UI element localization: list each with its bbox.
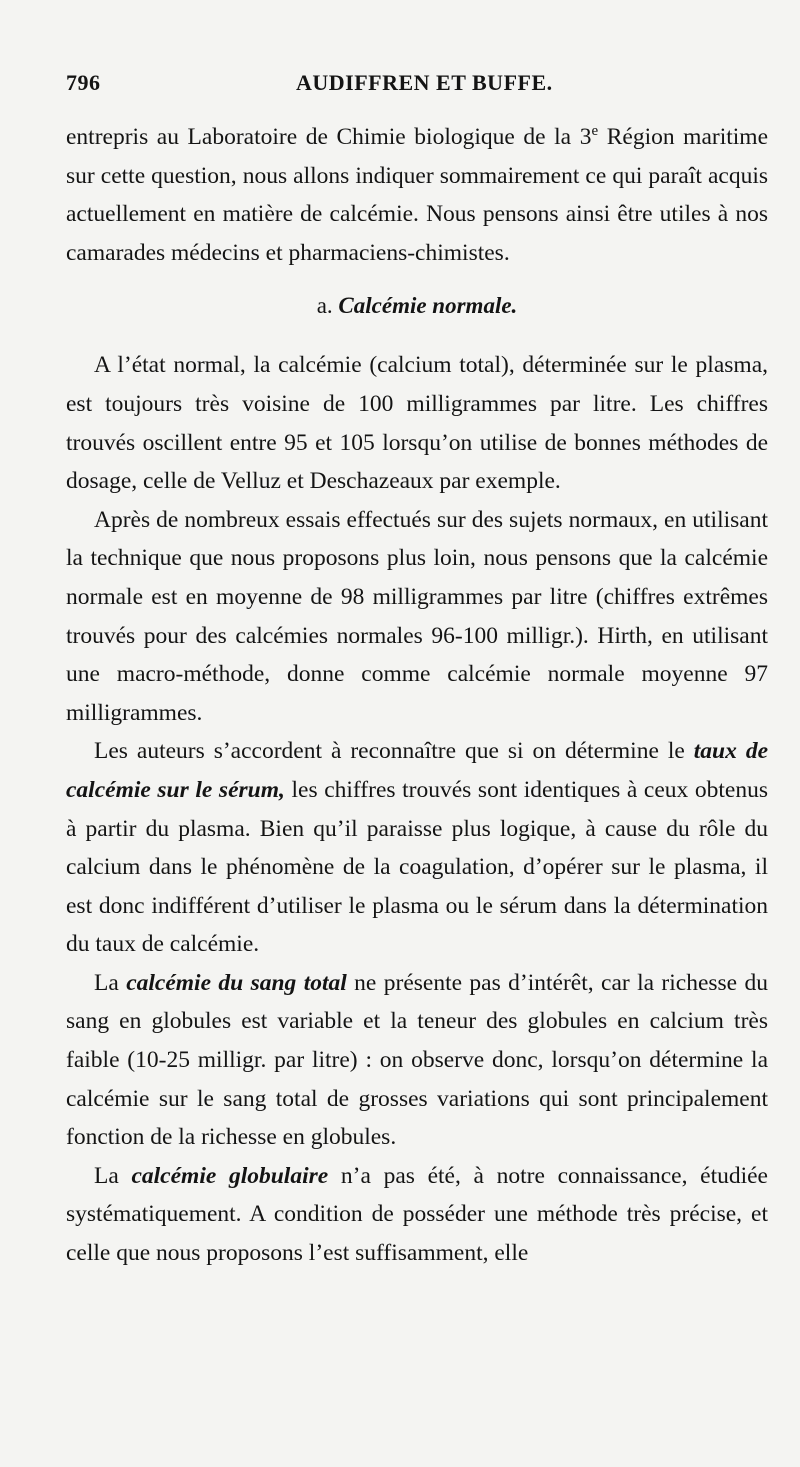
paragraph-1-text: entrepris au Laboratoire de Chimie biologique de la 3 xyxy=(66,124,592,150)
paragraph-5-before: La xyxy=(94,969,127,996)
paragraph-4-emphasis: taux de calcémie sur le sérum, xyxy=(66,738,768,803)
page-header xyxy=(66,70,764,102)
section-heading xyxy=(66,289,768,323)
section-label: a. xyxy=(316,293,333,319)
paragraph-5-emphasis: calcémie du sang total xyxy=(126,969,347,996)
paragraph-continuation xyxy=(66,118,768,272)
paragraph-6-emphasis: calcémie globulaire xyxy=(131,1162,329,1189)
paragraph-5-after: ne présente pas d’intérêt, car la richesse du sang en globules est variable et la teneur des globules en calcium très faible (10-25 milligr. par litre) : on observe donc, lorsqu’on détermine la calcémie sur le sang total de grosses variations qui sont principalement fonction de la richesse en globules. xyxy=(66,969,769,1151)
paragraph-2: A l’état normal, la calcémie (calcium total), déterminée sur le plasma, est toujours très voisine de 100 milligrammes par litre. Les chiffres trouvés oscillent entre 95 et 105 lorsqu’on utilise de bonnes méthodes de dosage, celle de Velluz et Deschazeaux par exemple. xyxy=(66,352,768,495)
paragraph-5 xyxy=(66,964,768,1157)
paragraph-4-before: Les auteurs s’accordent à reconnaître que si on détermine le xyxy=(94,738,694,765)
section-title: Calcémie normale. xyxy=(338,293,518,319)
paragraph-6 xyxy=(66,1157,768,1273)
paragraph-6-after: n’a pas été, à notre connaissance, étudiée systématiquement. A condition de posséder une méthode très précise, et celle que nous proposons l’est suffisamment, elle xyxy=(66,1162,768,1267)
running-title: AUDIFFREN ET BUFFE. xyxy=(296,70,553,95)
paragraph-3: Après de nombreux essais effectués sur des sujets normaux, en utilisant la technique que nous proposons plus loin, nous pensons que la calcémie normale est en moyenne de 98 milligrammes par litre (chiffres extrêmes trouvés pour des calcémies normales 96-100 milligr.). Hirth, en utilisant une macro-méthode, donne comme calcémie normale moyenne 97 milligrammes. xyxy=(66,506,768,726)
paragraph-1-text-after: Région maritime sur cette question, nous allons indiquer sommairement ce qui paraît acquis actuellement en matière de calcémie. Nous pensons ainsi être utiles à nos camarades médecins et pharmaciens-chimistes. xyxy=(66,124,769,266)
body-text xyxy=(66,118,768,1273)
paragraph-4-after: les chiffres trouvés sont identiques à ceux obtenus à partir du plasma. Bien qu’il paraisse plus logique, à cause du rôle du calcium dans le phénomène de la coagulation, d’opérer sur le plasma, il est donc indifférent d’utiliser le plasma ou le sérum dans la détermination du taux de calcémie. xyxy=(66,776,768,958)
ordinal-superscript: e xyxy=(591,123,599,140)
paragraph-6-before: La xyxy=(94,1162,132,1189)
page-number: 796 xyxy=(66,70,101,95)
paragraph-4 xyxy=(66,732,768,964)
